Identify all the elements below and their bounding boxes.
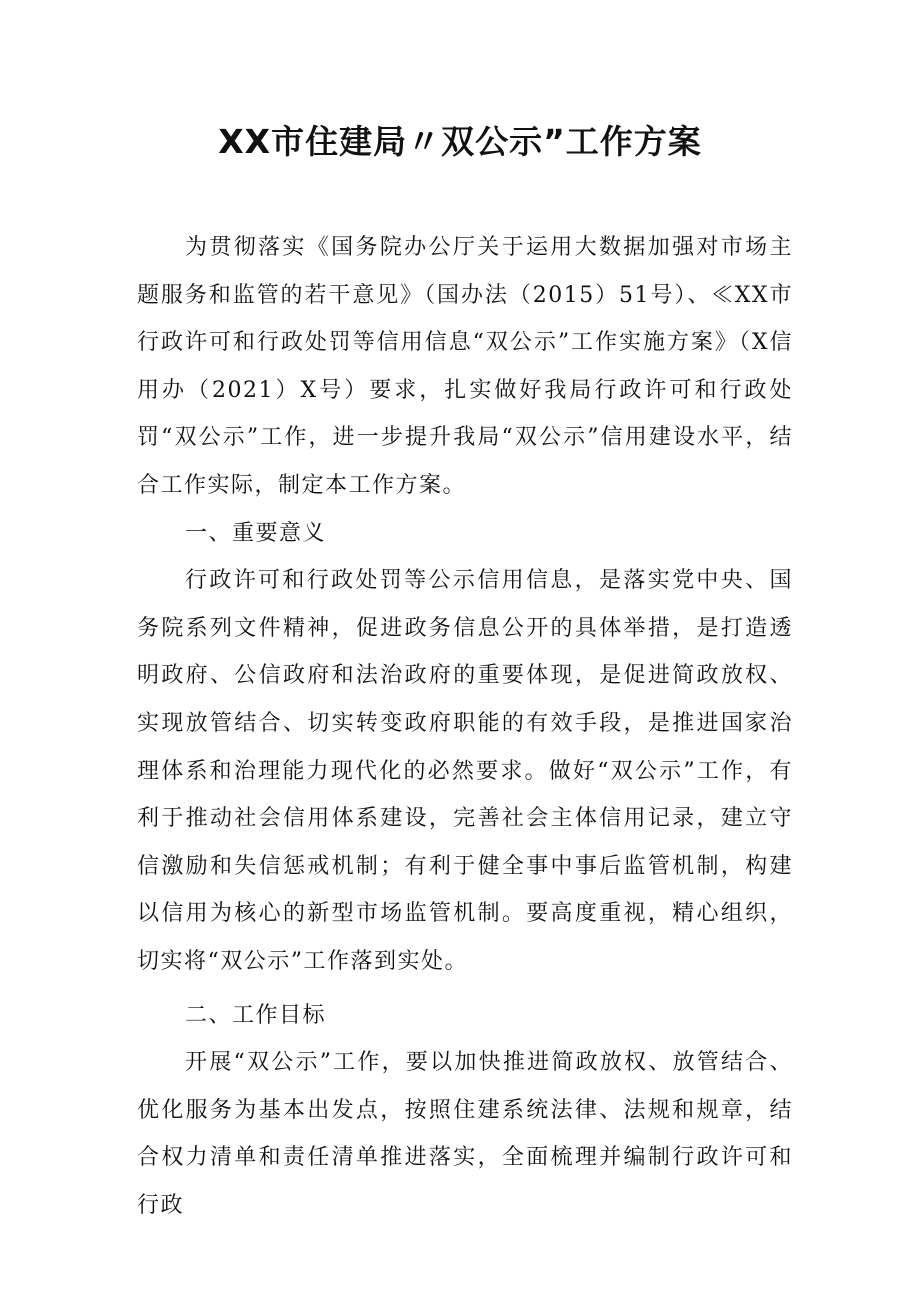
section-paragraph-goals: 开展“双公示”工作，要以加快推进简政放权、放管结合、优化服务为基本出发点，按照住建系统法律、法规和规章，结合权力清单和责任清单推进落实，全面梳理并编制行政许可和行政 (137, 1050, 793, 1218)
document-title: XX市住建局〃双公示”工作方案 (218, 122, 702, 161)
document-body (137, 224, 793, 1229)
section-heading-significance: 一、重要意义 (185, 520, 327, 546)
section-paragraph-significance: 行政许可和行政处罚等公示信用信息，是落实党中央、国务院系列文件精神，促进政务信息公开的具体举措，是打造透明政府、公信政府和法治政府的重要体现，是促进简政放权、实现放管结合、切实转变政府职能的有效手段，是推进国家治理体系和治理能力现代化的必然要求。做好“双公示”工作，有利于推动社会信用体系建设，完善社会主体信用记录，建立守信激励和失信惩戒机制；有利于健全事中事后监管机制，构建以信用为核心的新型市场监管机制。要高度重视，精心组织，切实将“双公示”工作落到实处。 (137, 568, 793, 974)
intro-paragraph: 为贯彻落实《国务院办公厅关于运用大数据加强对市场主题服务和监管的若干意见》（国办法（2015）51号）、≪XX市行政许可和行政处罚等信用信息“双公示”工作实施方案》（X信用办（2021）X号）要求，扎实做好我局行政许可和行政处罚“双公示”工作，进一步提升我局“双公示”信用建设水平，结合工作实际，制定本工作方案。 (137, 235, 793, 498)
section-heading-goals: 二、工作目标 (185, 1002, 327, 1028)
